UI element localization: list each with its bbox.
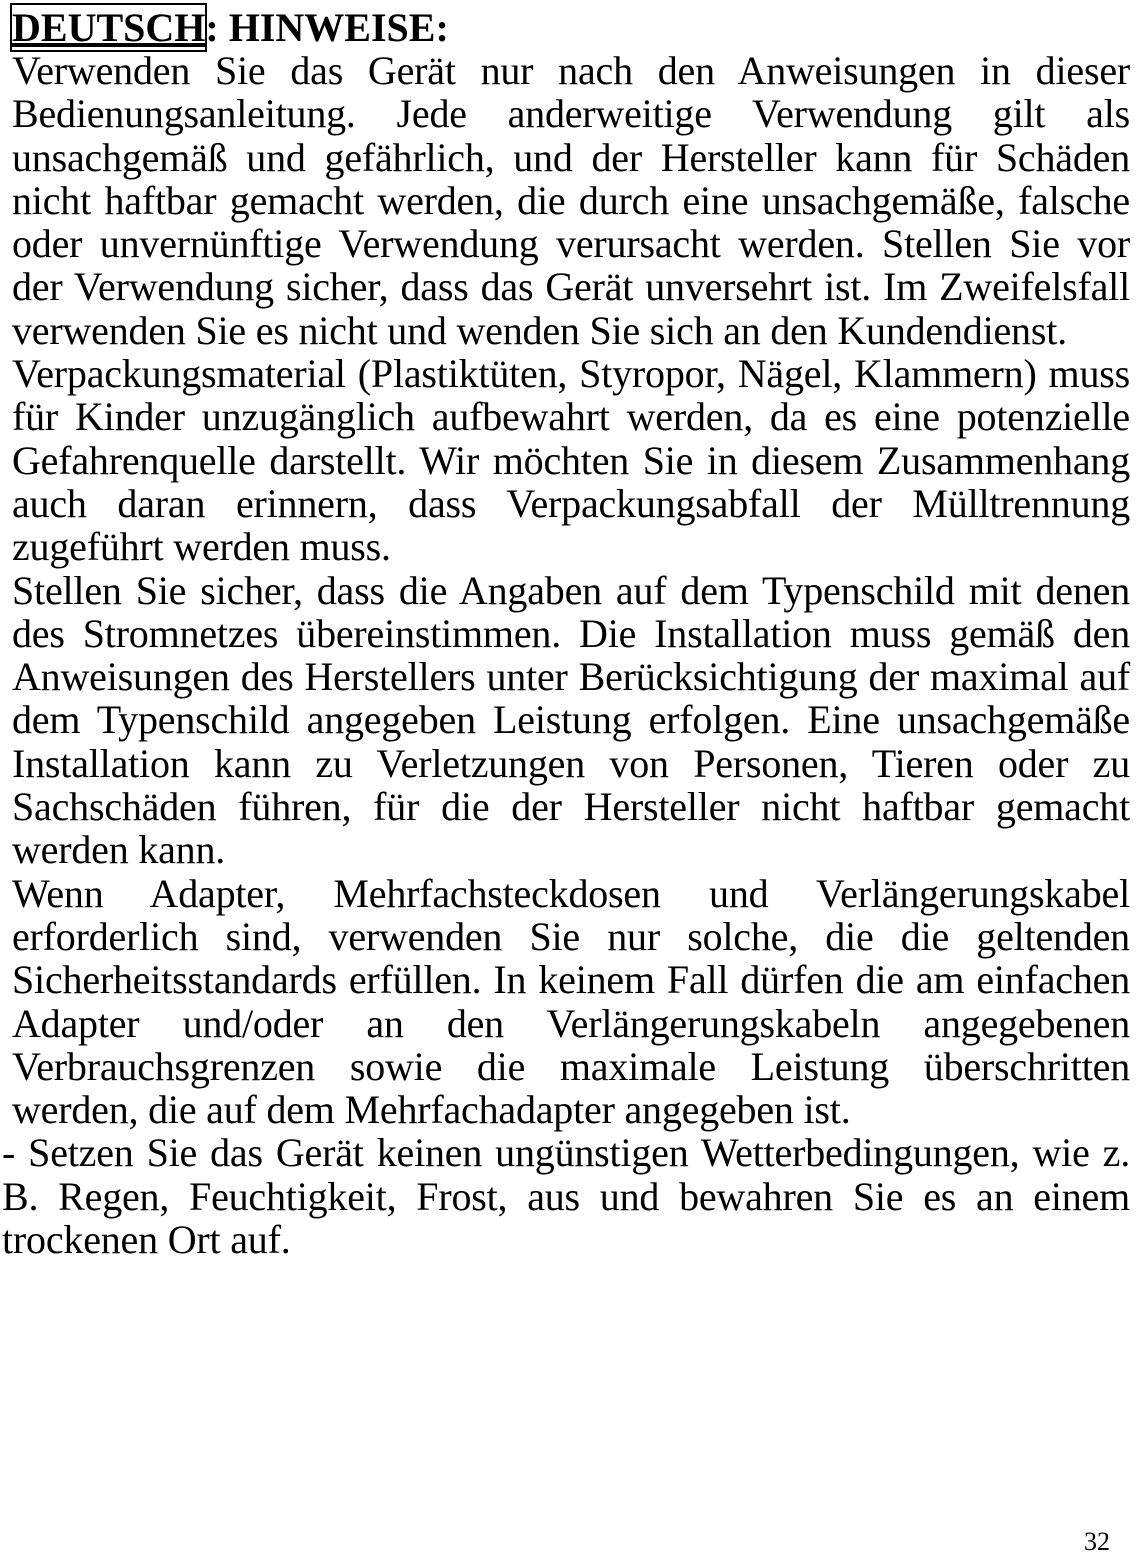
paragraph-weather: - Setzen Sie das Gerät keinen ungünstigen Wetterbedingungen, wie z. B. Regen, Feuchtigkeit, Frost, aus und bewahren Sie es an einem trockenen Ort auf. [2,1130,1130,1263]
heading-title: HINWEISE: [228,5,449,50]
paragraph-usage: Verwenden Sie das Gerät nur nach den Anweisungen in dieser Bedienungsanleitung. Jede anderweitige Verwendung gilt als unsachgemäß und gefährlich, und der Hersteller kann für Schäden nicht haftbar gemacht werden, die durch eine unsachgemäße, falsche oder unvernünftige Verwendung verursacht werden. Stellen Sie vor der Verwendung sicher, dass das Gerät unversehrt ist. Im Zweifelsfall verwenden Sie es nicht und wenden Sie sich an den Kundendienst. [12,48,1130,353]
page-number: 32 [1084,1527,1110,1556]
document-page [2,5,1130,1263]
paragraph-installation: Stellen Sie sicher, dass die Angaben auf dem Typenschild mit denen des Stromnetzes übereinstimmen. Die Installation muss gemäß den Anweisungen des Herstellers unter Berücksichtigung der maximal auf dem Typenschild angegeben Leistung erfolgen. Eine unsachgemäße Installation kann zu Verletzungen von Personen, Tieren oder zu Sachschäden führen, für die der Hersteller nicht haftbar gemacht werden kann. [12,567,1130,873]
paragraph-packaging: Verpackungsmaterial (Plastiktüten, Styropor, Nägel, Klammern) muss für Kinder unzugänglich aufbewahrt werden, da es eine potenzielle Gefahrenquelle darstellt. Wir möchten Sie in diesem Zusammenhang auch daran erinnern, dass Verpackungsabfall der Mülltrennung zugeführt werden muss. [12,351,1130,570]
paragraph-adapters: Wenn Adapter, Mehrfachsteckdosen und Verlängerungskabel erforderlich sind, verwenden Sie nur solche, die die geltenden Sicherheitsstandards erfüllen. In keinem Fall dürfen die am einfachen Adapter und/oder an den Verlängerungskabeln angegebenen Verbrauchsgrenzen sowie die maximale Leistung überschritten werden, die auf dem Mehrfachadapter angegeben ist. [12,870,1130,1133]
section-heading [12,6,1130,49]
heading-separator: : [205,5,229,50]
language-label: DEUTSCH [12,5,206,50]
